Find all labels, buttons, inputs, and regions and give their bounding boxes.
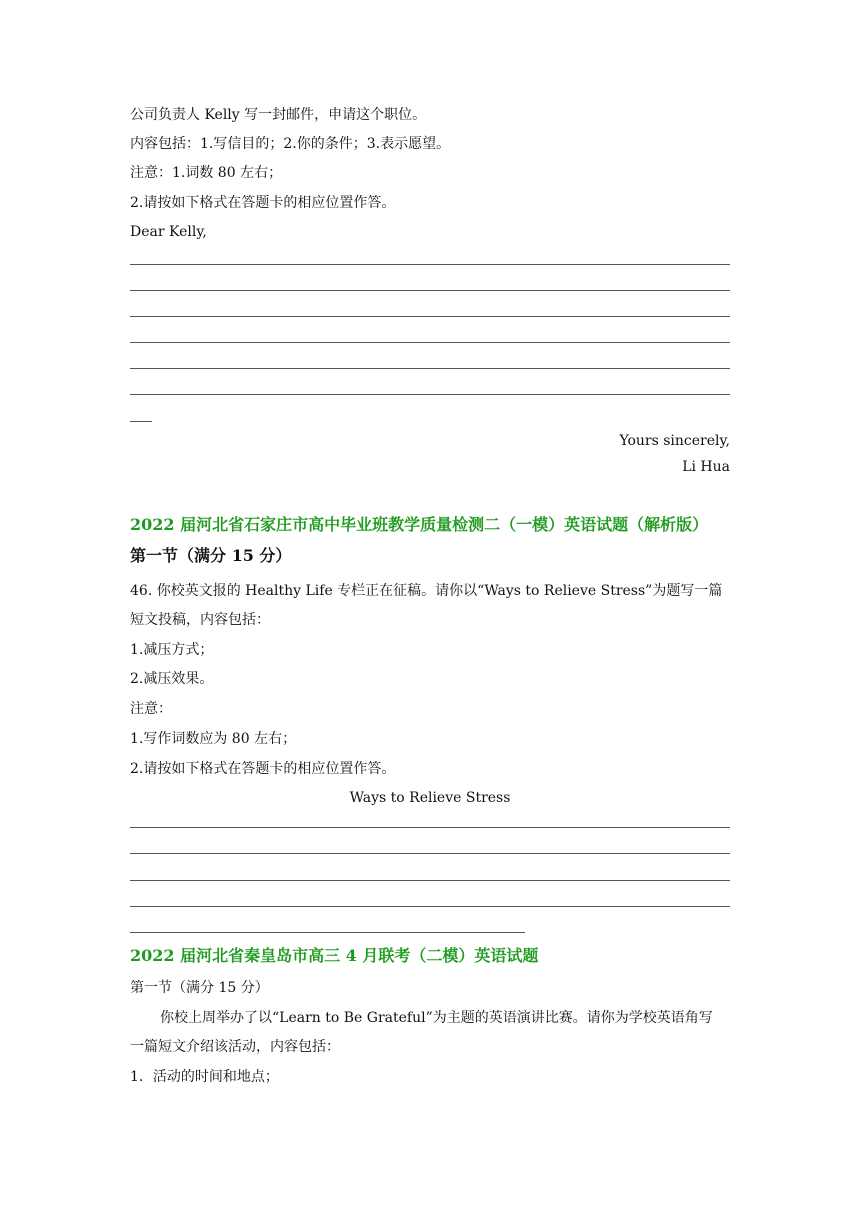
answer-line	[130, 853, 730, 854]
answer-line	[130, 316, 730, 317]
answer-line-end	[130, 421, 152, 422]
text-line: 公司负责人 Kelly 写一封邮件，申请这个职位。	[130, 107, 427, 123]
question-text: 你校上周举办了以“Learn to Be Grateful”为主题的英语演讲比赛。请你为学校英语角写	[160, 1010, 713, 1026]
text-line: 注意：1.词数 80 左右；	[130, 165, 283, 181]
question-text: 一篇短文介绍该活动，内容包括：	[130, 1039, 340, 1055]
text-line: 内容包括：1.写信目的；2.你的条件；3.表示愿望。	[130, 136, 451, 152]
section-subtitle: 第一节（满分 15 分）	[130, 546, 292, 565]
answer-line	[130, 342, 730, 343]
salutation: Dear Kelly,	[130, 224, 207, 240]
section-title: 2022 届河北省石家庄市高中毕业班教学质量检测二（一模）英语试题（解析版）	[130, 515, 709, 534]
answer-line	[130, 932, 525, 933]
answer-line	[130, 368, 730, 369]
answer-line	[130, 906, 730, 907]
closing: Yours sincerely,	[619, 433, 730, 449]
answer-line	[130, 394, 730, 395]
answer-line	[130, 880, 730, 881]
text-line: 1.减压方式；	[130, 642, 214, 658]
section-subtitle: 第一节（满分 15 分）	[130, 980, 269, 996]
text-line: 2.请按如下格式在答题卡的相应位置作答。	[130, 195, 396, 211]
answer-line	[130, 290, 730, 291]
text-line: 2.请按如下格式在答题卡的相应位置作答。	[130, 761, 396, 777]
question-text: 短文投稿，内容包括：	[130, 612, 270, 628]
text-line: 2.减压效果。	[130, 671, 214, 687]
answer-line	[130, 264, 730, 265]
text-line: 1.写作词数应为 80 左右；	[130, 731, 297, 747]
text-line: 注意：	[130, 701, 172, 717]
answer-line	[130, 827, 730, 828]
section-title: 2022 届河北省秦皇岛市高三 4 月联考（二模）英语试题	[130, 946, 539, 965]
signature: Li Hua	[682, 459, 730, 475]
question-text: 46. 你校英文报的 Healthy Life 专栏正在征稿。请你以“Ways to Relieve Stress”为题写一篇	[130, 583, 723, 599]
text-line: 1．活动的时间和地点；	[130, 1069, 279, 1085]
essay-title: Ways to Relieve Stress	[349, 790, 511, 806]
